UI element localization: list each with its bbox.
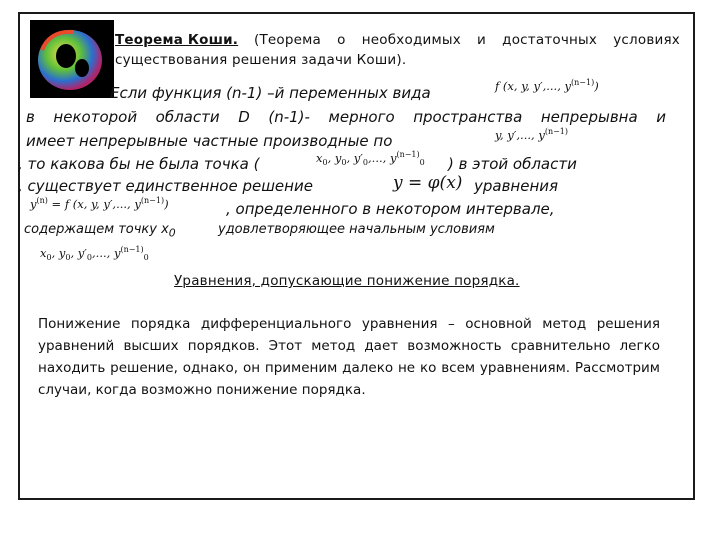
section-paragraph: Понижение порядка дифференциального уравнения – основной метод решения уравнений высших порядков. Этот метод дает возможность сравнительно легко находить решение, однако, он применим далеко не ко всем уравнениям. Рассмотрим случаи, когда возможно понижение порядка. xyxy=(38,316,660,398)
statement-line4b: ) в этой области xyxy=(448,155,577,173)
formula-solution: y = φ(x) xyxy=(393,173,463,193)
statement-line1: Если функция (n-1) –й переменных вида xyxy=(110,84,431,102)
statement-line5b: уравнения xyxy=(474,177,559,195)
statement-line4a: , то какова бы не была точка ( xyxy=(18,155,260,173)
formula-initial-conditions: $x_0$, $y_0$, $y'_0$,..., $y^{(n-1)}_0$ xyxy=(40,245,149,263)
theorem-title: Теорема Коши. xyxy=(115,32,239,48)
theorem-subtitle-line1: (Теорема о необходимых и достаточных условиях xyxy=(254,32,680,48)
section-heading: Уравнения, допускающие понижение порядка. xyxy=(174,273,520,289)
statement-line6: , определенного в некотором интервале, xyxy=(226,200,555,218)
formula-partials: y, y′,..., $y^{(n-1)}$ xyxy=(495,127,569,142)
formula-f-args: f (x, y, y′,..., $y^{(n-1)}$) xyxy=(495,78,599,93)
formula-ode: $y^{(n)} = f$ (x, y, y′,..., $y^{(n-1)}$) xyxy=(30,196,169,211)
statement-line7b: удовлетворяющее начальным условиям xyxy=(218,222,495,237)
theorem-subtitle-line2: существования решения задачи Коши). xyxy=(115,52,407,68)
formula-point: $x_0$, $y_0$, $y'_0$,..., $y^{(n-1)}_0$ xyxy=(316,150,425,168)
statement-line7a: содержащем точку $x_0$ xyxy=(24,222,176,240)
statement-line5a: , существует единственное решение xyxy=(18,177,313,195)
statement-line2: в некоторой области D (n-1)- мерного пространства непрерывна и xyxy=(26,108,666,126)
statement-line3: имеет непрерывные частные производные по xyxy=(26,132,393,150)
torus-logo-image xyxy=(30,20,114,98)
